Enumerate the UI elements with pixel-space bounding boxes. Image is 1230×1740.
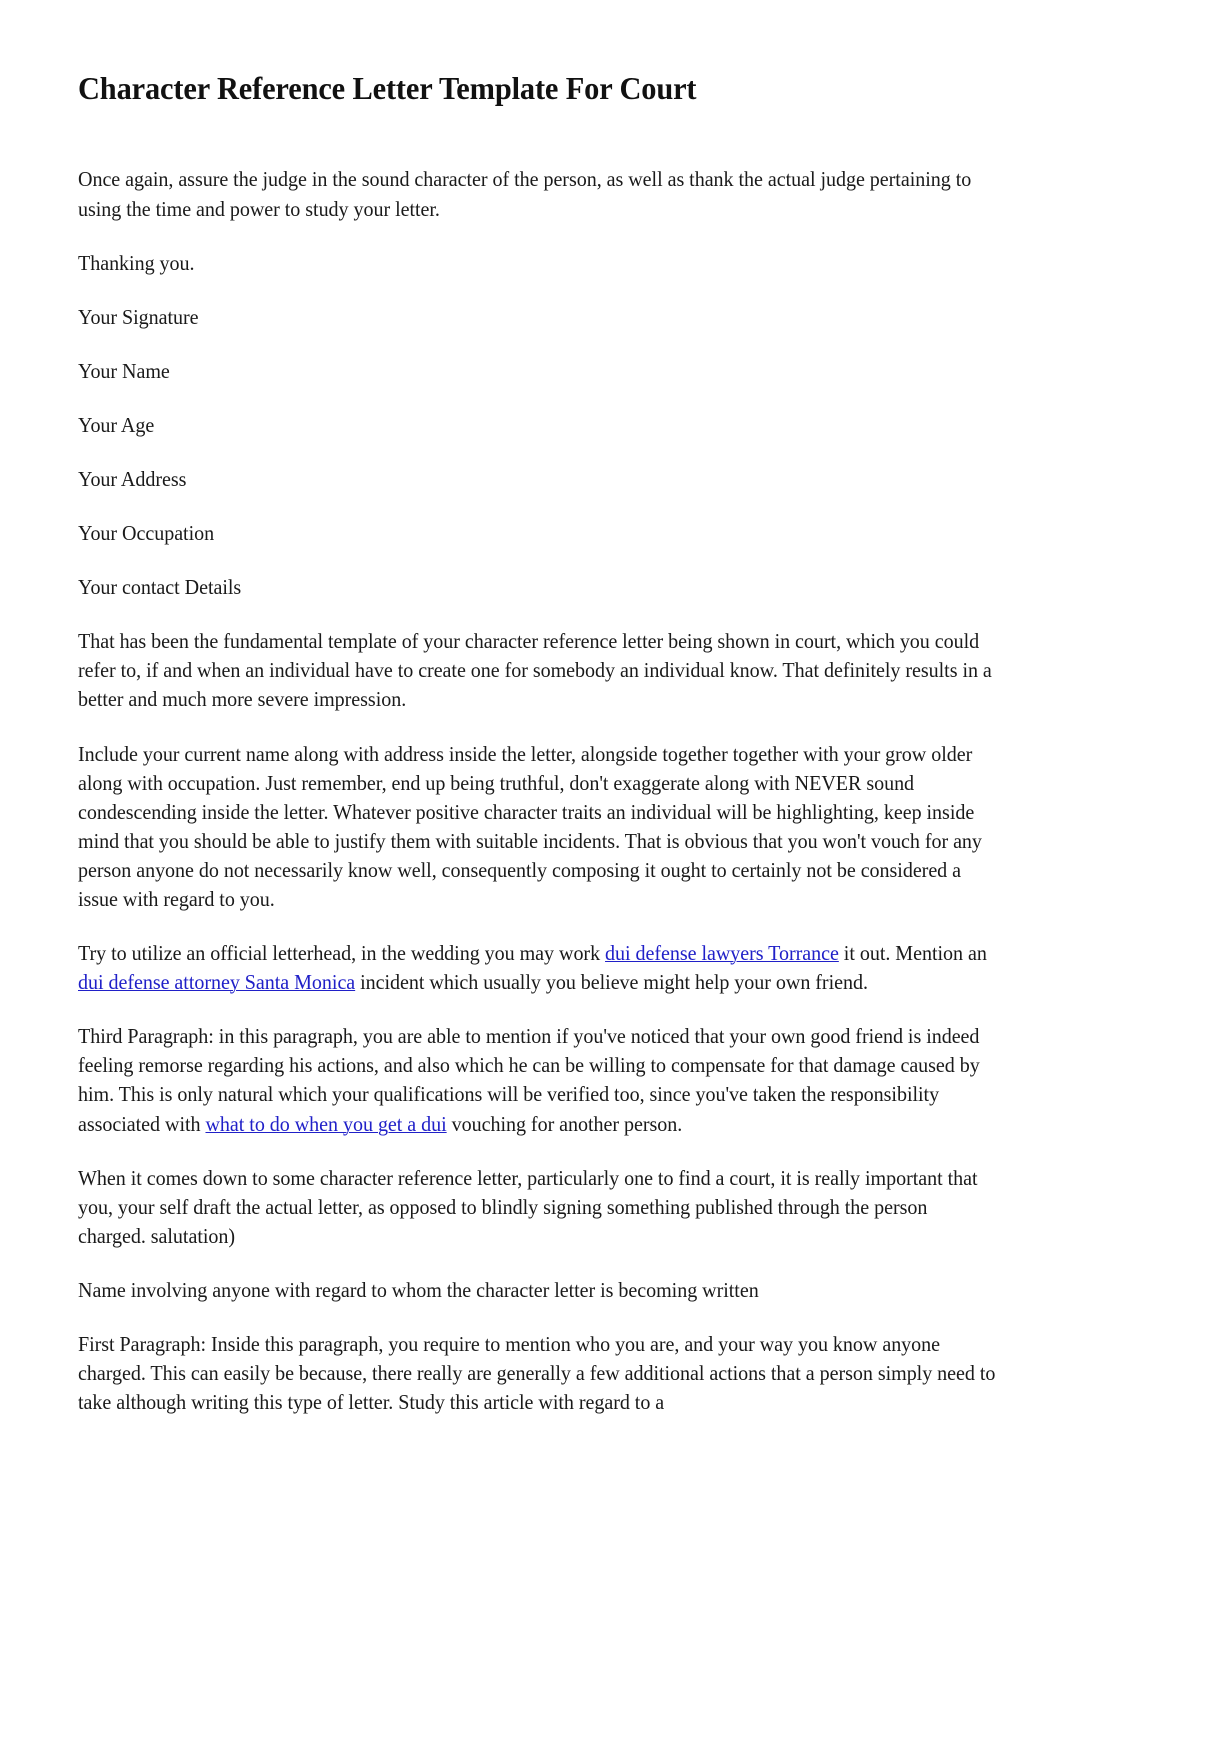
when-it-comes-paragraph: When it comes down to some character reference letter, particularly one to find a court, it is really important that you, your self draft the actual letter, as opposed to blindly signing something published through the person charged. salutation) xyxy=(78,1167,978,1248)
fundamental-template-paragraph: That has been the fundamental template of your character reference letter being shown in court, which you could refer to, if and when an individual have to create one for somebody an individual know. That definitely results in a better and much more severe impression. xyxy=(78,631,992,712)
name-label: Your Name xyxy=(78,360,170,383)
letterhead-text-part-2: it out. Mention an xyxy=(838,943,987,966)
contact-details-label: Your contact Details xyxy=(78,577,242,600)
thanking-line: Thanking you. xyxy=(78,252,195,275)
include-name-paragraph: Include your current name along with address inside the letter, alongside together together with your grow older along with occupation. Just remember, end up being truthful, don't exaggerate along with NEVER sound condescending inside the letter. Whatever positive character traits an individual will be highlighting, keep inside mind that you should be able to justify them with suitable incidents. That is obvious that you won't vouch for any person anyone do not necessarily know well, consequently composing it ought to certainly not be considered a issue with regard to you. xyxy=(78,743,982,912)
third-paragraph xyxy=(78,1023,999,1139)
intro-paragraph: Once again, assure the judge in the sound character of the person, as well as thank the actual judge pertaining to using the time and power to study your letter. xyxy=(78,169,972,221)
name-involving-line: Name involving anyone with regard to whom the character letter is becoming written xyxy=(78,1279,759,1302)
occupation-label: Your Occupation xyxy=(78,523,215,546)
address-label: Your Address xyxy=(78,468,187,491)
letterhead-paragraph xyxy=(78,940,999,998)
letterhead-text-part-3: incident which usually you believe might help your own friend. xyxy=(355,972,868,995)
third-paragraph-text-part-1: Third Paragraph: in this paragraph, you are able to mention if you've noticed that your own good friend is indeed feeling remorse regarding his actions, and also which he can be willing to compensate for that damage caused by him. This is only natural which your qualifications will be verified too, since you've taken the responsibility associated with xyxy=(78,1026,980,1136)
link-what-to-do-when-you-get-a-dui[interactable]: what to do when you get a dui xyxy=(205,1113,447,1136)
letterhead-text-part-1: Try to utilize an official letterhead, in the wedding you may work xyxy=(78,943,606,966)
third-paragraph-text-part-2: vouching for another person. xyxy=(446,1113,683,1136)
link-dui-defense-lawyers-torrance[interactable]: dui defense lawyers Torrance xyxy=(605,943,839,966)
signature-label: Your Signature xyxy=(78,306,199,329)
link-dui-defense-attorney-santa-monica[interactable]: dui defense attorney Santa Monica xyxy=(78,972,356,995)
age-label: Your Age xyxy=(78,414,155,437)
document-body xyxy=(78,70,1023,1443)
page-title: Character Reference Letter Template For Court xyxy=(78,71,697,106)
first-paragraph: First Paragraph: Inside this paragraph, you require to mention who you are, and your way you know anyone charged. This can easily be because, there really are generally a few additional actions that a person simply need to take although writing this type of letter. Study this article with regard to a xyxy=(78,1334,996,1415)
